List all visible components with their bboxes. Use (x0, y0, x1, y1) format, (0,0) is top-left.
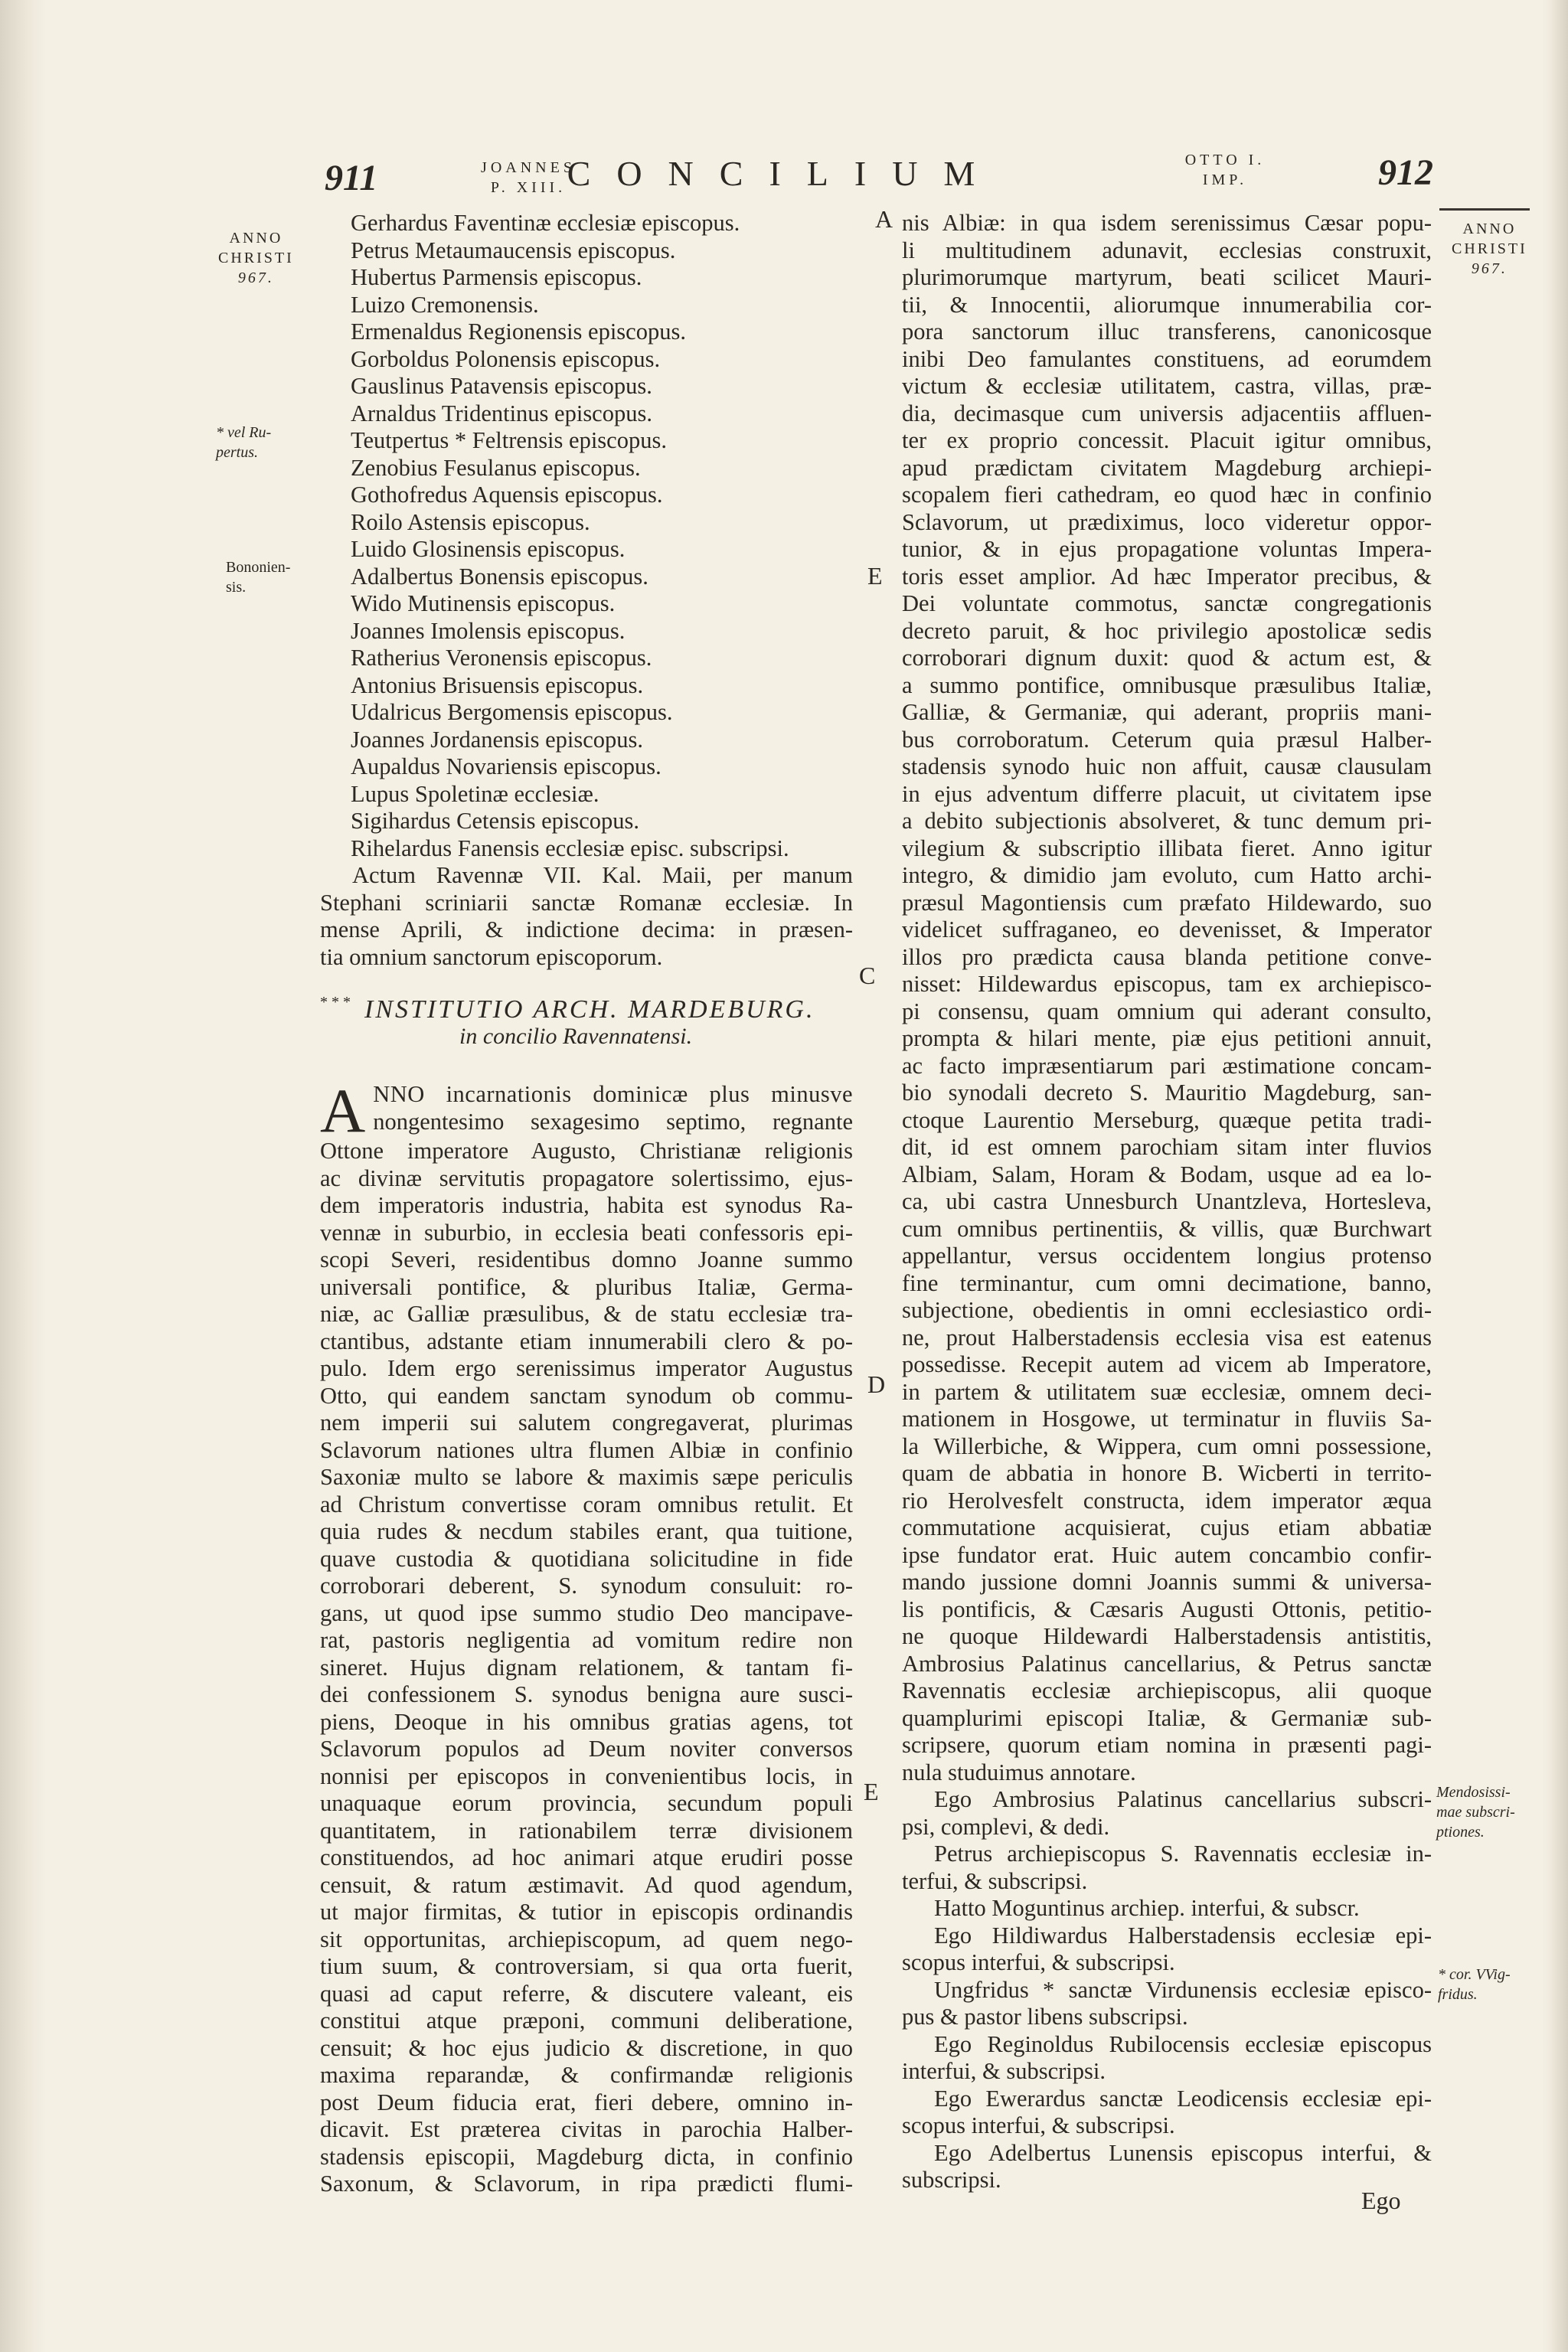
text-line: plurimorumque martyrum, beati scilicet Mauri- (902, 264, 1432, 290)
text-line: apud prædictam civitatem Magdeburg archiepi- (902, 454, 1432, 481)
text-line: niæ, ac Galliæ præsulibus, & de statu ecclesiæ tra- (320, 1301, 853, 1327)
text-line: stadensis episcopii, Magdeburg dicta, in confinio (320, 2143, 853, 2170)
text-line: subjectione, obedientis in omni ecclesiastico ordi- (902, 1297, 1432, 1323)
subscription-line: interfui, & subscripsi. (902, 2058, 1106, 2084)
section-mark-d: D (867, 1370, 886, 1398)
text-line: dia, decimasque cum universis adjacentiis affluen- (902, 400, 1432, 426)
margin-anno-right-line3: 967. (1471, 260, 1508, 277)
section-mark-c: C (859, 962, 876, 989)
margin-note-mendosi-line2: mae subscri- (1436, 1804, 1515, 1821)
text-line: sineret. Hujus dignam relationem, & tantam fi- (320, 1654, 853, 1681)
text-line: stadensis synodo huic non affuit, causæ clausulam (902, 753, 1432, 779)
text-line: ipse fundator erat. Huic autem concambio confir- (902, 1541, 1432, 1568)
subscription-line: pus & pastor libens subscripsi. (902, 2004, 1188, 2030)
margin-anno-left-line3: 967. (237, 270, 274, 286)
text-line: ctantibus, adstante etiam innumerabili clero & po- (320, 1328, 853, 1354)
list-item: Gorboldus Polonensis episcopus. (351, 345, 661, 372)
text-line: constitui atque præponi, communi deliberatione, (320, 2007, 853, 2034)
right-column-body (902, 210, 1432, 2194)
text-line: prompta & hilari mente, piæ ejus petitioni annuit, (902, 1025, 1432, 1051)
list-item: Rihelardus Fanensis ecclesiæ episc. subscripsi. (351, 835, 789, 861)
text-line: Albiam, Salam, Horam & Bodam, usque ad ea lo- (902, 1161, 1432, 1187)
text-line: inibi Deo famulantes constituens, ad eorumdem (902, 345, 1432, 372)
margin-note-cor-line1: * cor. VVig- (1438, 1966, 1511, 1983)
catchword: Ego (1361, 2187, 1401, 2214)
subscription-line: psi, complevi, & dedi. (902, 1813, 1110, 1840)
text-line: corroborari deberent, S. synodum consuluit: ro- (320, 1573, 853, 1599)
text-line: scopi Severi, residentibus domno Joanne summo (320, 1246, 853, 1272)
text-line: cum omnibus pertinentiis, & villis, quæ Burchwart (902, 1215, 1432, 1242)
text-line: pora sanctorum illuc transferens, canonicosque (902, 318, 1432, 345)
text-line: quave custodia & quotidiana solicitudine in fide (320, 1545, 853, 1572)
text-line: Galliæ, & Germaniæ, qui aderant, propriis mani- (902, 699, 1432, 725)
list-item: Joannes Jordanensis episcopus. (351, 726, 644, 753)
institutio-body (320, 1076, 853, 2198)
text-line: ne, prout Halberstadensis ecclesia visa est eatenus (902, 1324, 1432, 1351)
subscription-line: scopus interfui, & subscripsi. (902, 1949, 1175, 1975)
margin-note-bononiensis (226, 557, 290, 597)
text-line: gans, ut quod ipse summo studio Deo mancipave- (320, 1599, 853, 1626)
list-item: Udalricus Bergomensis episcopus. (351, 699, 673, 725)
list-item: Luido Glosinensis episcopus. (351, 536, 626, 562)
text-line: Sclavorum nationes ultra flumen Albiæ in confinio (320, 1436, 853, 1463)
subscription-line: Petrus archiepiscopus S. Ravennatis ecclesiæ in- (934, 1841, 1432, 1867)
text-line: mationem in Hosgowe, ut terminatur in fluviis Sa- (902, 1406, 1432, 1432)
header-meta-right (1148, 150, 1302, 190)
page-header (0, 0, 1568, 214)
text-line: in partem & utilitatem suæ ecclesiæ, omnem deci- (902, 1378, 1432, 1405)
list-item: Arnaldus Tridentinus episcopus. (351, 400, 652, 426)
text-line: pulo. Idem ergo serenissimus imperator Augustus (320, 1355, 853, 1381)
text-line: censuit, & ratum æstimavit. Ad quod agendum, (320, 1871, 853, 1898)
text-line: decreto paruit, & hoc privilegio apostolicæ sedis (902, 617, 1432, 644)
margin-note-vel-line1: * vel Ru- (216, 424, 272, 441)
list-item: Gothofredus Aquensis episcopus. (351, 482, 663, 508)
text-line: toris esset amplior. Ad hæc Imperator precibus, & (902, 563, 1432, 590)
list-item: Luizo Cremonensis. (351, 291, 539, 318)
text-line: quasi ad caput referre, & discutere valeant, eis (320, 1980, 853, 2007)
page-edge-right (1542, 0, 1568, 2352)
text-line: Dei voluntate commotus, sanctæ congregationis (902, 590, 1432, 616)
section-heading: INSTITUTIO ARCH. MARDEBURG. (364, 995, 815, 1024)
page-edge-left (0, 0, 46, 2352)
text-line: a summo pontifice, omnibusque præsulibus Italiæ, (902, 671, 1432, 698)
list-item: Ratherius Veronensis episcopus. (351, 645, 652, 671)
text-line: in ejus adventum differre placuit, ut civitatem ipse (902, 780, 1432, 807)
subscription-line: Ego Ewerardus sanctæ Leodicensis ecclesiæ epi- (934, 2085, 1432, 2112)
text-line: Stephani scriniarii sanctæ Romanæ ecclesiæ. In (320, 889, 853, 916)
subscription-line: subscripsi. (902, 2167, 1001, 2193)
text-line: tunior, & in ejus propagatione voluntas Impera- (902, 536, 1432, 562)
text-line: Ambrosius Palatinus cancellarius, & Petrus sanctæ (902, 1650, 1432, 1677)
margin-note-mendosissimae (1436, 1782, 1515, 1842)
header-meta-right-line2: IMP. (1202, 172, 1248, 188)
text-line: quamplurimi episcopi Italiæ, & Germaniæ sub- (902, 1704, 1432, 1731)
text-line: ut major firmitas, & tutior in episcopis ordinandis (320, 1899, 853, 1925)
text-line: maxima reparandæ, & confirmandæ religionis (320, 2062, 853, 2088)
text-line: quam de abbatia in honore B. Wicberti in territo- (902, 1460, 1432, 1486)
section-mark-e: E (864, 1778, 879, 1805)
drop-cap: A (320, 1076, 366, 1145)
text-line: ca, ubi castra Unnesburch Unantzleva, Hortesleva, (902, 1188, 1432, 1214)
text-line: post Deum fiducia erat, fieri debere, omnino in- (320, 2089, 853, 2115)
margin-note-cor-vvigfridus (1438, 1965, 1511, 2004)
text-line: dit, id est omnem parochiam sitam inter fluvios (902, 1134, 1432, 1160)
text-line: quia rudes & necdum stabiles erant, qua tuitione, (320, 1518, 853, 1544)
margin-anno-right (1452, 219, 1527, 279)
margin-anno-right-line1: ANNO (1462, 220, 1517, 237)
text-line: Ravennatis ecclesiæ archiepiscopus, alii quoque (902, 1677, 1432, 1704)
margin-anno-right-line2: CHRISTI (1452, 240, 1527, 257)
text-line: scopalem fieri cathedram, eo quod hæc in confinio (902, 482, 1432, 508)
text-line: Sclavorum populos ad Deum noviter conversos (320, 1736, 853, 1762)
margin-note-bonon-line1: Bononien- (226, 559, 291, 576)
subscription-line: Hatto Moguntinus archiep. interfui, & subscr. (934, 1895, 1360, 1921)
text-line: Sclavorum, ut prædiximus, loco videretur oppor- (902, 508, 1432, 535)
text-line: rio Herolvesfelt constructa, idem imperator æqua (902, 1487, 1432, 1514)
text-line: scripsere, quorum etiam nomina in præsenti pagi- (902, 1732, 1432, 1758)
header-rule-right (1439, 208, 1530, 211)
text-line: nisset: Hildewardus episcopus, tam ex archiepisco- (902, 971, 1432, 997)
text-line: Otto, qui eandem sanctam synodum ob commu- (320, 1382, 853, 1409)
text-line: constituendos, ad hoc animari atque erudiri posse (320, 1844, 853, 1870)
page-title: CONCILIUM (567, 154, 1001, 193)
text-line: ac facto impræsentiarum pari æstimatione concam- (902, 1052, 1432, 1079)
text-line: Saxonum, & Sclavorum, in ripa prædicti flumi- (320, 2171, 853, 2197)
text-line: la Willerbiche, & Wippera, cum omni possessione, (902, 1432, 1432, 1459)
text-line: Saxoniæ multo se labore & maximis sæpe periculis (320, 1464, 853, 1490)
text-line: mense Aprili, & indictione decima: in præsen- (320, 916, 853, 942)
list-item: Gauslinus Patavensis episcopus. (351, 373, 652, 399)
list-item: Hubertus Parmensis episcopus. (351, 264, 642, 290)
text-line: ne quoque Hildewardi Halberstadensis antistitis, (902, 1623, 1432, 1649)
text-line: victum & ecclesiæ utilitatem, castra, villas, præ- (902, 373, 1432, 399)
text-line: nem imperii sui salutem congregaverat, plurimas (320, 1410, 853, 1436)
margin-anno-left-line2: CHRISTI (218, 250, 294, 266)
list-item: Aupaldus Novariensis episcopus. (351, 753, 662, 779)
list-item: Wido Mutinensis episcopus. (351, 590, 616, 616)
subscription-line: Ungfridus * sanctæ Virdunensis ecclesiæ episco- (934, 1976, 1432, 2003)
text-line: commutatione acquisierat, cujus etiam abbatiæ (902, 1514, 1432, 1540)
actum-paragraph (320, 862, 853, 971)
section-mark-a: A (875, 205, 893, 233)
text-line: nis Albiæ: in qua isdem serenissimus Cæsar popu- (902, 210, 1432, 236)
text-line: li multitudinem adunavit, ecclesias construxit, (902, 237, 1432, 263)
page-number-right: 912 (1378, 152, 1433, 193)
margin-anno-left-line1: ANNO (229, 230, 283, 247)
list-item: Roilo Astensis episcopus. (351, 508, 590, 535)
text-line: ctoque Laurentio Merseburg, quæque petita tradi- (902, 1106, 1432, 1133)
list-item: Lupus Spoletinæ ecclesiæ. (351, 780, 599, 807)
text-line: censuit; & hoc ejus judicio & discretione, in quo (320, 2034, 853, 2061)
list-item: Joannes Imolensis episcopus. (351, 617, 626, 644)
list-item: Sigihardus Cetensis episcopus. (351, 808, 639, 834)
list-item: Teutpertus * Feltrensis episcopus. (351, 427, 667, 453)
margin-note-mendosi-line1: Mendosissi- (1436, 1784, 1511, 1801)
margin-note-mendosi-line3: ptiones. (1436, 1824, 1485, 1841)
text-line: dei confessionem S. synodus benigna aure susci- (320, 1681, 853, 1707)
margin-note-bonon-line2: sis. (226, 579, 247, 596)
text-line: ter ex proprio concessit. Placuit igitur omnibus, (902, 427, 1432, 453)
list-item: Zenobius Fesulanus episcopus. (351, 454, 641, 481)
text-line: vennæ in suburbio, in ecclesia beati confessoris epi- (320, 1219, 853, 1246)
text-line: tia omnium sanctorum episcoporum. (320, 943, 663, 970)
list-item: Petrus Metaumaucensis episcopus. (351, 237, 676, 263)
text-line: Actum Ravennæ VII. Kal. Maii, per manum (352, 862, 853, 888)
page-number-left: 911 (325, 158, 378, 198)
text-line: Ottone imperatore Augusto, Christianæ religionis (320, 1138, 853, 1164)
text-line: piens, Deoque in his omnibus gratias agens, tot (320, 1708, 853, 1735)
list-item: Adalbertus Bonensis episcopus. (351, 563, 648, 590)
list-item: Gerhardus Faventinæ ecclesiæ episcopus. (351, 210, 740, 236)
subscription-line: terfui, & subscripsi. (902, 1867, 1088, 1894)
text-line: pi consensu, quam omnium qui aderant consulto, (902, 998, 1432, 1024)
text-line: vilegium & subscriptio illibata fieret. Anno igitur (902, 835, 1432, 861)
section-mark-b: E (867, 562, 883, 590)
subscription-line: scopus interfui, & subscripsi. (902, 2112, 1175, 2138)
text-line: dem imperatoris industria, habita est synodus Ra- (320, 1192, 853, 1218)
text-line: nula studuimus annotare. (902, 1759, 1136, 1785)
text-line: fine terminantur, cum omni decimatione, banno, (902, 1269, 1432, 1296)
text-line: nongentesimo sexagesimo septimo, regnante (373, 1108, 853, 1135)
text-line: nonnisi per episcopos in convenientibus locis, in (320, 1762, 853, 1789)
text-line: lis pontificis, & Cæsaris Augusti Ottonis, petitio- (902, 1596, 1432, 1622)
list-item: Ermenaldus Regionensis episcopus. (351, 318, 686, 345)
text-line: unaquaque eorum provincia, secundum populi (320, 1790, 853, 1816)
text-line: bus corroboratum. Ceterum quia præsul Halber- (902, 726, 1432, 753)
text-line: ad Christum convertisse coram omnibus retulit. Et (320, 1491, 853, 1517)
text-line: præsul Magontiensis cum præfato Hildewardo, suo (902, 889, 1432, 916)
subscription-line: Ego Adelbertus Lunensis episcopus interfui, & (934, 2139, 1432, 2166)
list-item: Antonius Brisuensis episcopus. (351, 671, 644, 698)
text-line: dicavit. Est præterea civitas in parochia Halber- (320, 2116, 853, 2142)
header-meta-right-line1: OTTO I. (1184, 152, 1266, 168)
subscription-line: Ego Reginoldus Rubilocensis ecclesiæ episcopus (934, 2030, 1432, 2057)
text-line: mando jussione domni Joannis summi & universa- (902, 1569, 1432, 1595)
footnote-stars: * * * (320, 994, 351, 1011)
text-line: a debito subjectionis absolveret, & tunc demum pri- (902, 808, 1432, 834)
section-subheading: in concilio Ravennatensi. (459, 1024, 693, 1049)
bishops-list (351, 210, 856, 862)
text-line: ac divinæ servitutis propagatore solertissimo, ejus- (320, 1165, 853, 1191)
text-line: integro, & dimidio jam evoluto, cum Hatto archi- (902, 862, 1432, 888)
text-line: sit opportunitas, archiepiscopum, ad quem nego- (320, 1926, 853, 1952)
margin-note-vel-rupertus (216, 423, 271, 462)
text-line: videlicet suffraganeo, eo devenisset, & Imperator (902, 916, 1432, 942)
margin-note-cor-line2: fridus. (1438, 1986, 1478, 2003)
text-line: tii, & Innocentii, aliorumque innumerabilia cor- (902, 291, 1432, 318)
text-line: tium suum, & controversiam, si qua orta fuerit, (320, 1953, 853, 1979)
header-meta-left-line1: JOANNES (481, 159, 576, 176)
text-line: universali pontifice, & pluribus Italiæ, Germa- (320, 1273, 853, 1300)
margin-note-vel-line2: pertus. (216, 444, 258, 461)
text-line: quantitatem, in rationabilem terræ divisionem (320, 1817, 853, 1844)
subscription-line: Ego Hildiwardus Halberstadensis ecclesiæ epi- (934, 1922, 1432, 1949)
subscription-line: Ego Ambrosius Palatinus cancellarius subscri- (934, 1786, 1432, 1812)
text-line: bio synodali decreto S. Mauritio Magdeburg, san- (902, 1080, 1432, 1106)
text-line: NNO incarnationis dominicæ plus minusve (373, 1081, 853, 1107)
text-line: rat, pastoris negligentia ad vomitum redire non (320, 1627, 853, 1653)
text-line: corroborari dignum duxit: quod & actum est, & (902, 645, 1432, 671)
margin-anno-left (218, 228, 294, 288)
header-meta-left-line2: P. XIII. (490, 179, 567, 196)
text-line: appellantur, versus occidentem longius protenso (902, 1243, 1432, 1269)
text-line: illos pro prædicta causa blanda petitione conve- (902, 943, 1432, 970)
text-line: possedisse. Recepit autem ad vicem ab Imperatore, (902, 1351, 1432, 1377)
